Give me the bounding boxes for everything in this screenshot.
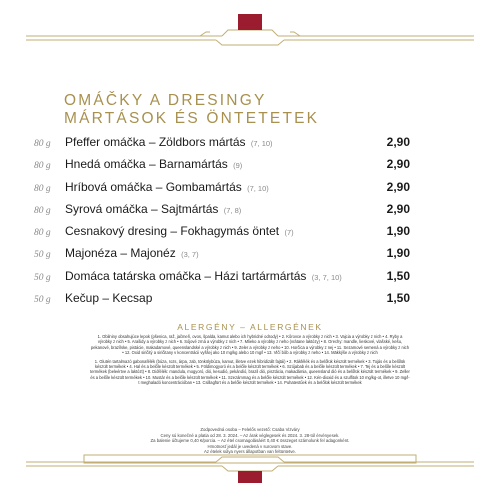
allergen-code: (7) xyxy=(284,228,294,238)
footer-line: Hmotnosť jedál je uvedená v surovom stave. xyxy=(207,443,293,449)
footer-line: Za balenie účtujeme 0,40 €/porcia. – Az étel csomagolásáért 0,40 € összeget számolunk fel adagonként. xyxy=(150,438,350,444)
allergen-code: (9) xyxy=(233,161,243,171)
item-weight: 80 g xyxy=(34,205,51,216)
item-name: Domáca tatárska omáčka – Házi tartármártás (3, 7, 10) xyxy=(65,268,342,283)
item-name: Majonéza – Majonéz (3, 7) xyxy=(65,246,199,261)
item-price: 2,90 xyxy=(386,157,410,172)
allergen-code: (7, 10) xyxy=(247,183,269,193)
title-line-hu: MÁRTÁSOK ÉS ÖNTETETEK xyxy=(64,110,320,127)
footer-line: Zodpovedná osoba – Felelős vezető: Csaba Vizváry xyxy=(200,427,300,432)
footer-notes xyxy=(80,427,420,455)
allergens-heading: ALERGÉNY – ALLERGÉNEK xyxy=(177,322,323,332)
menu-item xyxy=(34,201,410,223)
footer-line: Az ételek súlya nyers állapotban van feltüntetve. xyxy=(204,449,296,455)
item-name: Hnedá omáčka – Barnamártás (9) xyxy=(65,157,243,172)
allergen-code: (7, 8) xyxy=(223,205,242,215)
item-name: Hríbová omáčka – Gombamártás (7, 10) xyxy=(65,179,269,194)
allergens-text-sk: 1. Obilniny obsahujúce lepok (pšenica, raž, jačmeň, ovos, špalda, kamut alebo ich hybridné odrody) • 2. Kôrovce a výrobky z nich • 3. Vajcia a výrobky z nich • 4. Ryby a výrobky z nich • 5. Arašidy a výrobky z nich • 6. Sójové zrná a výrobky z nich • 7. Mlieko a výrobky z neho (vrátane laktózy) • 8. Orechy: mandle, lieskové, vlašské, kešu, pekanové, brazílske, pistácie, makadamové, queenslandské a výrobky z nich • 9. Zeler a výrobky z neho • 10. Horčica a výrobky z nej • 11. Sezamové semená a výrobky z nich • 12. Oxid siričitý a siričitany v koncentrácii vyššej ako 10 mg/kg alebo 10 mg/l • 13. Vlčí bôb a výrobky z neho • 14. Mäkkýše a výrobky z nich xyxy=(90,334,409,356)
item-weight: 50 g xyxy=(34,272,51,283)
item-name: Syrová omáčka – Sajtmártás (7, 8) xyxy=(65,201,242,216)
item-price: 2,90 xyxy=(386,201,410,216)
menu-item xyxy=(34,268,410,290)
allergen-code: (3, 7) xyxy=(181,250,199,260)
top-accent-ribbon xyxy=(238,14,262,30)
item-name: Kečup – Kecsap xyxy=(65,291,153,306)
sauce-menu-list xyxy=(34,134,410,312)
item-price: 2,90 xyxy=(386,179,410,194)
item-weight: 50 g xyxy=(34,295,51,306)
item-weight: 80 g xyxy=(34,161,51,172)
allergen-code: (7, 10) xyxy=(250,139,273,148)
item-weight: 50 g xyxy=(34,250,51,261)
item-weight: 80 g xyxy=(34,228,51,239)
item-price: 1,90 xyxy=(386,246,410,261)
item-price: 1,50 xyxy=(386,291,410,306)
menu-item xyxy=(34,179,410,201)
title-line-sk: OMÁČKY A DRESINGY xyxy=(64,92,267,109)
menu-item xyxy=(34,290,410,312)
menu-item xyxy=(34,223,410,245)
bottom-accent-ribbon xyxy=(238,471,262,483)
menu-item xyxy=(34,134,410,156)
item-name: Pfeffer omáčka – Zöldbors mártás (7, 10) xyxy=(65,135,273,149)
menu-item xyxy=(34,245,410,267)
item-weight: 80 g xyxy=(34,183,51,194)
item-name: Cesnakový dresing – Fokhagymás öntet (7) xyxy=(65,224,294,239)
allergen-code: (3, 7, 10) xyxy=(311,272,342,282)
allergens-text-hu: 1. Glutén tartalmazó gabonafélék (búza, rozs, árpa, zab, tönkölybúza, kamut, illetve ezek hibridizált fajtái) • 2. Rákfélék és a belőlük készült termékek • 3. Tojás és a belőlük készült termékek • 4. Hal és a belőle készült termékek • 5. Földimogyoró és a belőle készült termékek • 6. Szójabab és a belőle készült termékek • 7. Tej és a belőle készült termékek (beleértve a laktózt) • 8. Diófélék: mandula, mogyoró, dió, kesudió, pekándió, brazil dió, pisztácia, makadámia, queensland dió és a belőlük készült termékek • 9. Zeller és a belőle készült termékek • 10. Mustár és a belőle készült termékek • 11. Szezámmag és a belőle készült termékek • 12. Kén-dioxid és a szulfitok 10 mg/kg-ot, illetve 10 mg/l-t meghaladó koncentrációban • 13. Csillagfürt és a belőle készült termékek • 14. Puhatestűek és a belőlük készült termékek xyxy=(90,358,410,386)
item-price: 1,50 xyxy=(386,268,410,283)
menu-item xyxy=(34,156,410,178)
item-price: 1,90 xyxy=(386,224,410,239)
item-price: 2,90 xyxy=(386,135,410,149)
item-weight: 80 g xyxy=(34,139,51,149)
page-title xyxy=(64,92,444,128)
allergens-legend xyxy=(90,334,410,386)
footer-line: Ceny sú konečné a platia od 28. 3. 2024. – Az árak véglegesek és 2024. 3. 28-tól érvényesek. xyxy=(160,432,340,438)
